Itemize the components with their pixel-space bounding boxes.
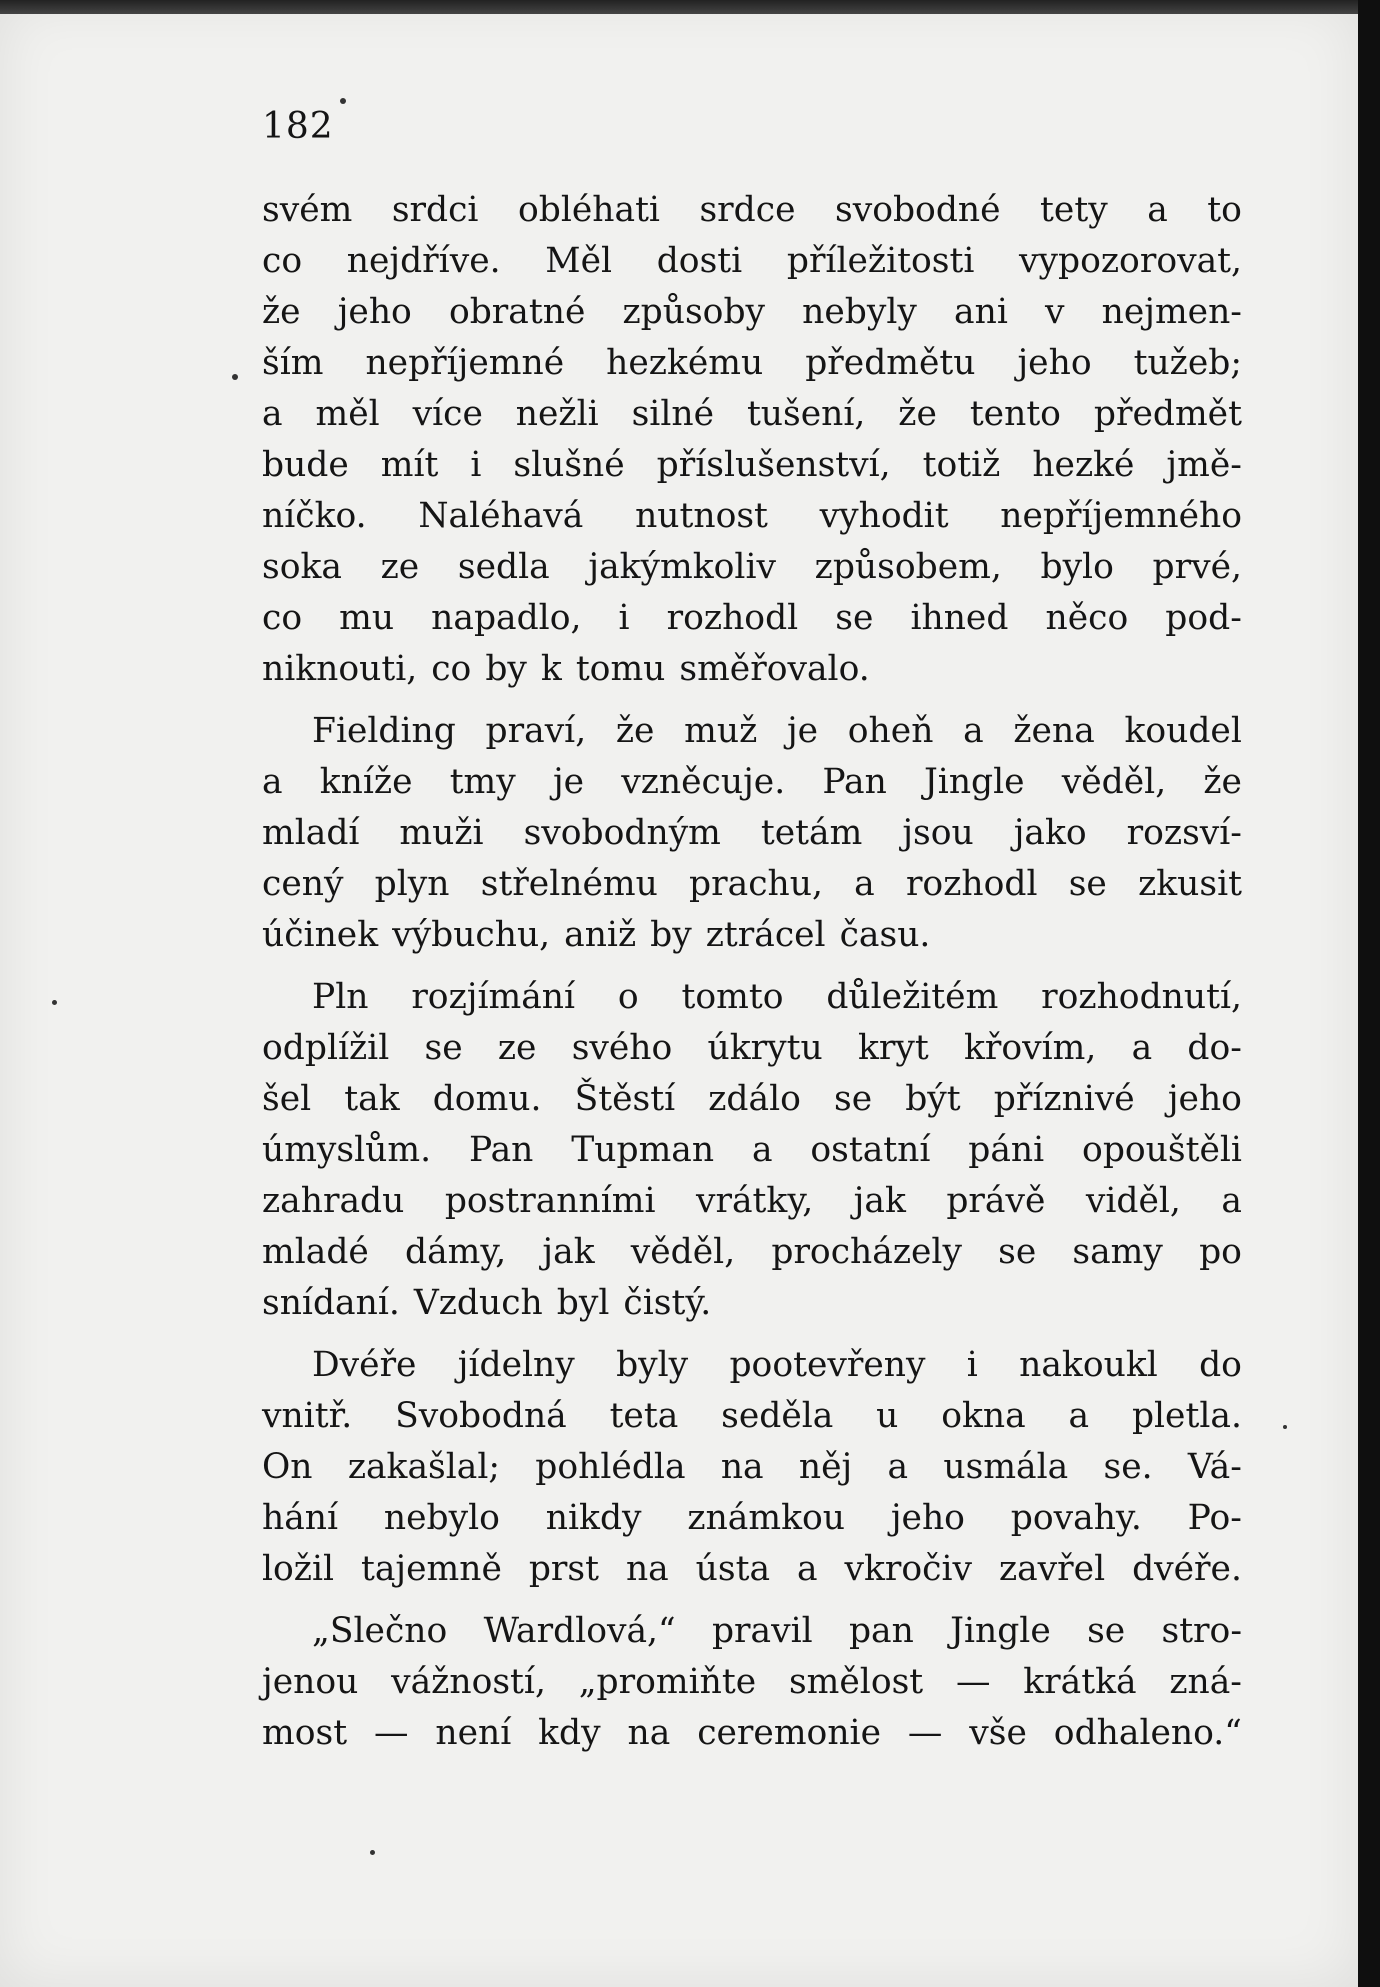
word: tomto xyxy=(681,977,784,1017)
paragraph-2 xyxy=(262,706,1242,961)
word: silné xyxy=(631,394,715,434)
word: totiž xyxy=(922,445,1001,485)
word: zakašlal; xyxy=(347,1447,500,1487)
text-line xyxy=(262,644,1242,695)
word: stro- xyxy=(1161,1611,1242,1651)
word: bylo xyxy=(1040,547,1114,587)
word: kryt xyxy=(857,1028,929,1068)
word: tak xyxy=(344,1079,400,1119)
word: a xyxy=(1221,1181,1242,1221)
word: a xyxy=(262,762,283,802)
word: více xyxy=(412,394,483,434)
scan-speck xyxy=(232,374,238,380)
word: se xyxy=(1087,1611,1126,1651)
word: aniž xyxy=(564,915,637,955)
word: jako xyxy=(1013,813,1087,853)
word: tušení, xyxy=(746,394,866,434)
text-line xyxy=(262,1493,1242,1544)
paragraph-3 xyxy=(262,972,1242,1329)
word: viděl, xyxy=(1085,1181,1181,1221)
word: Jingle xyxy=(923,762,1025,802)
word: smělost xyxy=(788,1662,924,1702)
word: rozhodnutí, xyxy=(1041,977,1242,1017)
word: co xyxy=(262,598,303,638)
word: jmě- xyxy=(1166,445,1242,485)
word: účinek xyxy=(262,915,379,955)
scan-speck xyxy=(1283,1425,1287,1429)
word: Jingle xyxy=(950,1611,1051,1651)
word: krátká xyxy=(1023,1662,1137,1702)
word: a xyxy=(751,1130,773,1170)
word: páni xyxy=(968,1130,1045,1170)
word: prachu, xyxy=(689,864,823,904)
word: jeho xyxy=(1167,1079,1242,1119)
word: úkrytu xyxy=(707,1028,823,1068)
word: Pan xyxy=(468,1130,534,1170)
word: Wardlová,“ xyxy=(483,1611,676,1651)
text-line xyxy=(262,491,1242,542)
word: nebylo xyxy=(383,1498,500,1538)
word: na xyxy=(627,1713,671,1753)
word: u xyxy=(876,1396,899,1436)
word: v xyxy=(1045,292,1065,332)
scan-speck xyxy=(52,1000,57,1005)
text-line xyxy=(262,593,1242,644)
text-line xyxy=(262,542,1242,593)
word: nepříjemné xyxy=(365,343,565,383)
word: k xyxy=(540,649,562,689)
scan-top-edge xyxy=(0,0,1380,14)
word: prst xyxy=(528,1549,599,1589)
word: jenou xyxy=(262,1662,359,1702)
word: a xyxy=(1147,190,1168,230)
page-number: 182 xyxy=(262,106,334,147)
word: pan xyxy=(848,1611,914,1651)
text-line xyxy=(262,287,1242,338)
word: tajemně xyxy=(361,1549,502,1589)
word: nežli xyxy=(515,394,599,434)
word: příznivé xyxy=(993,1079,1135,1119)
word: co xyxy=(431,649,472,689)
word: se xyxy=(998,1232,1037,1272)
word: jakýmkoliv xyxy=(588,547,776,587)
word: žena xyxy=(1013,711,1095,751)
word: — xyxy=(955,1662,991,1702)
word: tetám xyxy=(760,813,863,853)
word: způsobem, xyxy=(814,547,1002,587)
word: věděl, xyxy=(1061,762,1167,802)
word: důležitém xyxy=(826,977,999,1017)
word: postranními xyxy=(444,1181,656,1221)
word: On xyxy=(262,1447,313,1487)
scan-speck xyxy=(340,98,346,104)
word: Svobodná xyxy=(395,1396,567,1436)
word: je xyxy=(552,762,585,802)
word: obléhati xyxy=(517,190,660,230)
word: rozhodl xyxy=(666,598,799,638)
text-line xyxy=(262,389,1242,440)
word: ani xyxy=(954,292,1008,332)
text-line xyxy=(262,1391,1242,1442)
word: vyhodit xyxy=(819,496,949,536)
text-line xyxy=(262,808,1242,859)
word: být xyxy=(905,1079,961,1119)
word: známkou xyxy=(687,1498,845,1538)
word: křovím, xyxy=(963,1028,1097,1068)
word: předmět xyxy=(1093,394,1242,434)
word: že xyxy=(898,394,937,434)
text-line xyxy=(262,972,1242,1023)
word: a xyxy=(1131,1028,1153,1068)
word: mladí xyxy=(262,813,360,853)
word: to xyxy=(1207,190,1242,230)
word: domu. xyxy=(432,1079,542,1119)
word: se xyxy=(833,1079,873,1119)
word: i xyxy=(470,445,482,485)
word: mít xyxy=(380,445,439,485)
word: srdci xyxy=(391,190,479,230)
word: něco xyxy=(1045,598,1129,638)
word: na xyxy=(720,1447,764,1487)
word: tomu xyxy=(575,649,666,689)
word: po xyxy=(1199,1232,1242,1272)
word: tety xyxy=(1040,190,1108,230)
word: plyn xyxy=(374,864,450,904)
text-line xyxy=(262,1176,1242,1227)
word: vše xyxy=(969,1713,1027,1753)
scan-speck xyxy=(370,1850,375,1855)
text-line xyxy=(262,1544,1242,1595)
word: pod- xyxy=(1165,598,1242,638)
word: o xyxy=(617,977,639,1017)
word: prvé, xyxy=(1152,547,1242,587)
word: nepříjemného xyxy=(1000,496,1242,536)
word: nejdříve. xyxy=(346,241,501,281)
text-line xyxy=(262,1340,1242,1391)
word: i xyxy=(618,598,630,638)
paragraph-1 xyxy=(262,185,1242,695)
word: muž xyxy=(684,711,758,751)
word: okna xyxy=(941,1396,1026,1436)
word: jak xyxy=(542,1232,595,1272)
text-line xyxy=(262,185,1242,236)
word: vnitř. xyxy=(262,1396,353,1436)
word: hezkému xyxy=(606,343,764,383)
word: koudel xyxy=(1124,711,1242,751)
word: seděla xyxy=(721,1396,834,1436)
word: i xyxy=(966,1345,978,1385)
word: byl xyxy=(556,1283,610,1323)
text-line xyxy=(262,1023,1242,1074)
text-line xyxy=(262,1606,1242,1657)
word: do- xyxy=(1187,1028,1242,1068)
word: Fielding xyxy=(312,711,456,751)
word: Vá- xyxy=(1187,1447,1242,1487)
word: pravil xyxy=(711,1611,813,1651)
word: jídelny xyxy=(457,1345,575,1385)
page-text xyxy=(262,185,1242,1770)
word: cený xyxy=(262,864,344,904)
word: ihned xyxy=(910,598,1009,638)
word: jsou xyxy=(902,813,974,853)
word: nikdy xyxy=(545,1498,642,1538)
word: je xyxy=(786,711,819,751)
word: by xyxy=(485,649,527,689)
word: pootevřeny xyxy=(729,1345,926,1385)
word: vrátky, xyxy=(696,1181,814,1221)
word: předmětu xyxy=(805,343,976,383)
word: usmála xyxy=(943,1447,1069,1487)
word: soka xyxy=(262,547,342,587)
word: Pan xyxy=(822,762,887,802)
word: Měl xyxy=(545,241,613,281)
word: ceremonie xyxy=(697,1713,881,1753)
word: teta xyxy=(609,1396,679,1436)
word: a xyxy=(262,394,283,434)
word: rozjímání xyxy=(411,977,576,1017)
word: tento xyxy=(969,394,1061,434)
word: pletla. xyxy=(1131,1396,1242,1436)
word: se xyxy=(1068,864,1107,904)
word: vypozorovat, xyxy=(1019,241,1242,281)
word: že xyxy=(615,711,655,751)
word: způsoby xyxy=(622,292,766,332)
word: dosti xyxy=(656,241,743,281)
word: něj xyxy=(798,1447,853,1487)
scan-right-edge xyxy=(1358,0,1380,1987)
word: co xyxy=(262,241,303,281)
text-line xyxy=(262,1278,1242,1329)
word: že xyxy=(262,292,301,332)
word: most xyxy=(262,1713,348,1753)
word: zavřel xyxy=(998,1549,1106,1589)
word: se xyxy=(835,598,874,638)
word: a xyxy=(1068,1396,1090,1436)
word: zdálo xyxy=(708,1079,801,1119)
word: a xyxy=(796,1549,818,1589)
text-line xyxy=(262,1657,1242,1708)
word: čistý. xyxy=(623,1283,712,1323)
word: a xyxy=(887,1447,909,1487)
word: napadlo, xyxy=(431,598,582,638)
word: odplížil xyxy=(262,1028,390,1068)
word: se xyxy=(424,1028,463,1068)
word: slušné xyxy=(513,445,625,485)
word: niknouti, xyxy=(262,649,418,689)
text-line xyxy=(262,1125,1242,1176)
word: dvéře. xyxy=(1132,1549,1242,1589)
text-line xyxy=(262,236,1242,287)
word: „promiňte xyxy=(578,1662,757,1702)
word: byly xyxy=(616,1345,689,1385)
word: a xyxy=(854,864,875,904)
text-line xyxy=(262,1227,1242,1278)
word: kníže xyxy=(319,762,413,802)
word: — xyxy=(907,1713,943,1753)
word: nebyly xyxy=(802,292,917,332)
paragraph-4 xyxy=(262,1340,1242,1595)
word: procházely xyxy=(771,1232,962,1272)
word: tužeb; xyxy=(1133,343,1242,383)
word: — xyxy=(373,1713,409,1753)
word: příslušenství, xyxy=(656,445,891,485)
word: výbuchu, xyxy=(392,915,551,955)
word: že xyxy=(1203,762,1242,802)
word: povahy. xyxy=(1010,1498,1142,1538)
word: tmy xyxy=(449,762,516,802)
word: právě xyxy=(946,1181,1046,1221)
word: oheň xyxy=(847,711,934,751)
word: nakoukl xyxy=(1019,1345,1158,1385)
word: muži xyxy=(399,813,484,853)
word: hání xyxy=(262,1498,339,1538)
word: do xyxy=(1199,1345,1242,1385)
word: Dvéře xyxy=(312,1345,417,1385)
word: Tupman xyxy=(571,1130,715,1170)
text-line xyxy=(262,910,1242,961)
word: vzněcuje. xyxy=(621,762,786,802)
word: odhaleno.“ xyxy=(1053,1713,1242,1753)
word: srdce xyxy=(699,190,796,230)
word: obratné xyxy=(448,292,586,332)
word: nutnost xyxy=(635,496,768,536)
word: svém xyxy=(262,190,353,230)
text-line xyxy=(262,859,1242,910)
word: kdy xyxy=(538,1713,601,1753)
word: ztrácel xyxy=(705,915,826,955)
word: mladé xyxy=(262,1232,369,1272)
word: směřovalo. xyxy=(679,649,870,689)
word: a xyxy=(963,711,984,751)
word: jeho xyxy=(890,1498,965,1538)
text-line xyxy=(262,440,1242,491)
word: dámy, xyxy=(405,1232,507,1272)
word: sedla xyxy=(457,547,550,587)
text-line xyxy=(262,1442,1242,1493)
word: není xyxy=(435,1713,512,1753)
word: Vzduch xyxy=(413,1283,543,1323)
word: ším xyxy=(262,343,324,383)
word: vkročiv xyxy=(844,1549,972,1589)
word: ložil xyxy=(262,1549,335,1589)
paragraph-5 xyxy=(262,1606,1242,1759)
text-line xyxy=(262,757,1242,808)
word: měl xyxy=(315,394,380,434)
word: vážností, xyxy=(391,1662,546,1702)
word: mu xyxy=(339,598,395,638)
word: věděl, xyxy=(630,1232,736,1272)
word: snídaní. xyxy=(262,1283,400,1323)
word: ze xyxy=(497,1028,537,1068)
word: Pln xyxy=(312,977,369,1017)
word: ostatní xyxy=(810,1130,931,1170)
word: samy xyxy=(1072,1232,1163,1272)
word: svého xyxy=(571,1028,673,1068)
word: času. xyxy=(839,915,931,955)
word: „Slečno xyxy=(312,1611,448,1651)
word: rozhodl xyxy=(905,864,1038,904)
word: praví, xyxy=(485,711,587,751)
word: šel xyxy=(262,1079,312,1119)
word: zkusit xyxy=(1138,864,1242,904)
text-line xyxy=(262,1074,1242,1125)
text-line xyxy=(262,706,1242,757)
word: zná- xyxy=(1169,1662,1242,1702)
word: by xyxy=(650,915,692,955)
word: ze xyxy=(380,547,420,587)
word: jak xyxy=(853,1181,906,1221)
word: svobodné xyxy=(835,190,1001,230)
word: jeho xyxy=(337,292,412,332)
word: rozsví- xyxy=(1126,813,1242,853)
word: nejmen- xyxy=(1101,292,1242,332)
word: úmyslům. xyxy=(262,1130,432,1170)
word: svobodným xyxy=(523,813,721,853)
word: opouštěli xyxy=(1082,1130,1242,1170)
word: Štěstí xyxy=(574,1079,676,1119)
text-line xyxy=(262,1708,1242,1759)
word: střelnému xyxy=(480,864,658,904)
word: příležitosti xyxy=(786,241,975,281)
word: pohlédla xyxy=(535,1447,686,1487)
word: zahradu xyxy=(262,1181,405,1221)
word: na xyxy=(625,1549,669,1589)
word: Naléhavá xyxy=(418,496,584,536)
word: ústa xyxy=(695,1549,771,1589)
word: bude xyxy=(262,445,349,485)
word: Po- xyxy=(1187,1498,1242,1538)
word: níčko. xyxy=(262,496,367,536)
word: se. xyxy=(1103,1447,1153,1487)
word: hezké xyxy=(1032,445,1135,485)
text-line xyxy=(262,338,1242,389)
word: jeho xyxy=(1017,343,1092,383)
